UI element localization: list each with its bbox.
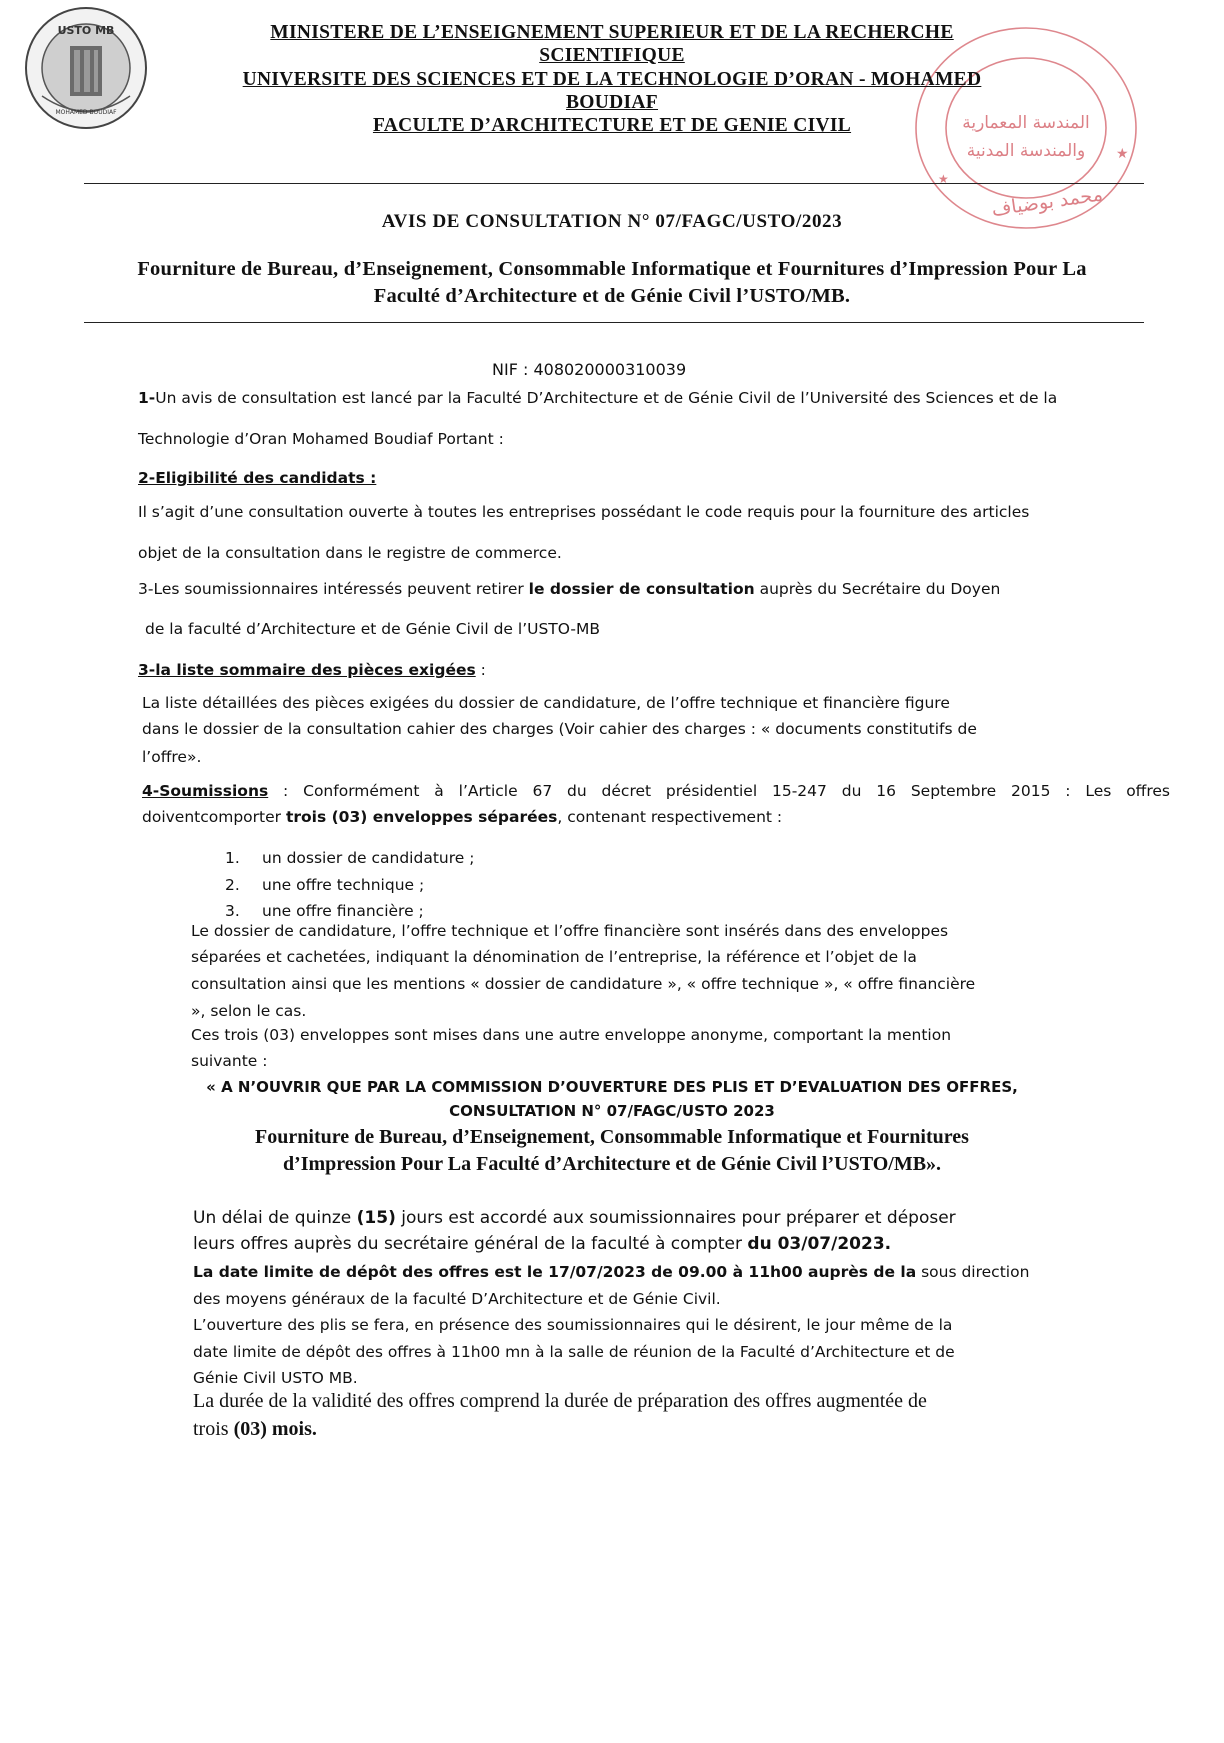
- section-4-para-2-line-2: suivante :: [191, 1052, 268, 1070]
- delay-line-9: [193, 1418, 317, 1441]
- header-ministry: MINISTERE DE L’ENSEIGNEMENT SUPERIEUR ET DE LA RECHERCHE: [270, 22, 954, 43]
- section-4-line-1-rest: : Conformément à l’Article 67 du décret présidentiel 15-247 du 16 Septembre 2015 : Les offres: [268, 782, 1170, 800]
- delay-line-2-bold: du 03/07/2023.: [747, 1234, 892, 1254]
- stamp-signature: محمد بوضياف: [990, 183, 1105, 221]
- delay-line-3: [193, 1263, 1029, 1281]
- section-4-para-1-line-3: consultation ainsi que les mentions « dossier de candidature », « offre technique », « offre financière: [191, 975, 976, 993]
- section-3b-heading-suffix: :: [475, 661, 486, 679]
- section-3-line-2: de la faculté d’Architecture et de Génie Civil de l’USTO-MB: [145, 620, 601, 638]
- logo-text-top: USTO MB: [57, 24, 115, 37]
- delay-line-1-post: jours est accordé aux soumissionnaires pour préparer et déposer: [395, 1208, 956, 1228]
- section-3-pre: 3-Les soumissionnaires intéressés peuvent retirer: [138, 580, 529, 598]
- delay-line-3-bold: La date limite de dépôt des offres est le 17/07/2023 de 09.00 à 11h00 auprès de la: [193, 1263, 917, 1281]
- object-divider: [84, 322, 1144, 323]
- section-3-bold: le dossier de consultation: [528, 580, 755, 598]
- list-item-number: 1.: [225, 849, 240, 867]
- delay-line-3-post: sous direction: [916, 1263, 1030, 1281]
- section-2-heading: [138, 469, 376, 487]
- delay-line-9-pre: trois: [193, 1418, 234, 1440]
- list-item: [225, 849, 474, 867]
- stamp-line-1: المندسة المعمارية: [962, 113, 1090, 133]
- notice-object-line-1: Fourniture de Bureau, d’Enseignement, Consommable Informatique et Fournitures d’Impression Pour La: [137, 258, 1087, 280]
- delay-line-4: des moyens généraux de la faculté D’Architecture et de Génie Civil.: [193, 1290, 721, 1308]
- section-2-line-2: objet de la consultation dans le registre de commerce.: [138, 544, 562, 562]
- section-4-line-2-post: , contenant respectivement :: [557, 808, 783, 826]
- section-4-para-1-line-4: », selon le cas.: [191, 1002, 307, 1020]
- list-item-text: un dossier de candidature ;: [262, 849, 475, 867]
- delay-line-6: date limite de dépôt des offres à 11h00 mn à la salle de réunion de la Faculté d’Architecture et de: [193, 1343, 955, 1361]
- section-3b-line-1: La liste détaillées des pièces exigées du dossier de candidature, de l’offre technique et financière figure: [142, 694, 950, 712]
- stamp-star-icon: ★: [938, 172, 949, 186]
- section-2-heading-text: 2-Eligibilité des candidats :: [138, 469, 377, 487]
- delay-line-7: Génie Civil USTO MB.: [193, 1369, 358, 1387]
- delay-line-9-bold: (03) mois.: [233, 1418, 317, 1440]
- section-2-line-1: Il s’agit d’une consultation ouverte à toutes les entreprises possédant le code requis pour la fourniture des articles: [138, 503, 1030, 521]
- header-divider: [84, 183, 1144, 184]
- section-1-line-1: [138, 389, 1057, 407]
- section-3-line-1: [138, 580, 1000, 598]
- list-item-text: une offre financière ;: [262, 902, 424, 920]
- notice-title: AVIS DE CONSULTATION N° 07/FAGC/USTO/2023: [381, 211, 843, 232]
- section-4-para-1-line-1: Le dossier de candidature, l’offre technique et l’offre financière sont insérés dans des enveloppes: [191, 922, 949, 940]
- envelope-mention-2: CONSULTATION N° 07/FAGC/USTO 2023: [449, 1102, 775, 1120]
- delay-line-2: [193, 1234, 891, 1254]
- list-item-text: une offre technique ;: [262, 876, 425, 894]
- section-3b-heading-text: 3-la liste sommaire des pièces exigées: [138, 661, 476, 679]
- list-item: [225, 876, 424, 894]
- header-faculty: FACULTE D’ARCHITECTURE ET DE GENIE CIVIL: [372, 115, 852, 136]
- section-4-line-2-pre: doiventcomporter: [142, 808, 286, 826]
- section-4-line-2-bold: trois (03) enveloppes séparées: [285, 808, 558, 826]
- delay-line-1-bold: (15): [356, 1208, 396, 1228]
- notice-object-line-2: Faculté d’Architecture et de Génie Civil l’USTO/MB.: [373, 285, 851, 307]
- section-1-text: Un avis de consultation est lancé par la Faculté D’Architecture et de Génie Civil de l’Université des Sciences et de la: [155, 389, 1058, 407]
- section-1-line-2: Technologie d’Oran Mohamed Boudiaf Portant :: [138, 430, 504, 448]
- section-1-number: 1-: [138, 389, 156, 407]
- stamp-star-icon: ★: [1116, 146, 1129, 162]
- section-4-line-2: [142, 808, 782, 826]
- section-3-post: auprès du Secrétaire du Doyen: [754, 580, 1001, 598]
- section-4-para-1-line-2: séparées et cachetées, indiquant la dénomination de l’entreprise, la référence et l’objet de la: [191, 948, 917, 966]
- header-university-cont: BOUDIAF: [565, 92, 659, 113]
- delay-line-8: La durée de la validité des offres comprend la durée de préparation des offres augmentée de: [193, 1390, 927, 1412]
- list-item: [225, 902, 424, 920]
- envelope-mention-3: Fourniture de Bureau, d’Enseignement, Consommable Informatique et Fournitures: [255, 1126, 969, 1148]
- envelope-mention-4: d’Impression Pour La Faculté d’Architecture et de Génie Civil l’USTO/MB».: [282, 1153, 942, 1175]
- delay-line-1: [193, 1208, 956, 1228]
- header-university: UNIVERSITE DES SCIENCES ET DE LA TECHNOLOGIE D’ORAN - MOHAMED: [242, 69, 982, 90]
- section-3b-line-2: dans le dossier de la consultation cahier des charges (Voir cahier des charges : « documents constitutifs de: [142, 720, 977, 738]
- section-4-heading: 4-Soumissions: [142, 782, 269, 800]
- delay-line-2-pre: leurs offres auprès du secrétaire général de la faculté à compter: [193, 1234, 748, 1254]
- list-item-number: 3.: [225, 902, 240, 920]
- section-4-line-1: [142, 782, 1170, 800]
- delay-line-5: L’ouverture des plis se fera, en présence des soumissionnaires qui le désirent, le jour même de la: [193, 1316, 953, 1334]
- section-4-para-2-line-1: Ces trois (03) enveloppes sont mises dans une autre enveloppe anonyme, comportant la mention: [191, 1026, 952, 1044]
- header-ministry-cont: SCIENTIFIQUE: [539, 45, 685, 66]
- envelope-mention-1: « A N’OUVRIR QUE PAR LA COMMISSION D’OUVERTURE DES PLIS ET D’EVALUATION DES OFFRES,: [206, 1078, 1018, 1096]
- section-3b-line-3: l’offre».: [142, 748, 202, 766]
- logo-text-bottom: MOHAMED BOUDIAF: [55, 109, 117, 116]
- delay-line-1-pre: Un délai de quinze: [193, 1208, 357, 1228]
- list-item-number: 2.: [225, 876, 240, 894]
- section-3b-heading: [138, 661, 486, 679]
- nif: NIF : 408020000310039: [492, 360, 687, 379]
- stamp-line-2: والمندسة المدنية: [966, 141, 1086, 161]
